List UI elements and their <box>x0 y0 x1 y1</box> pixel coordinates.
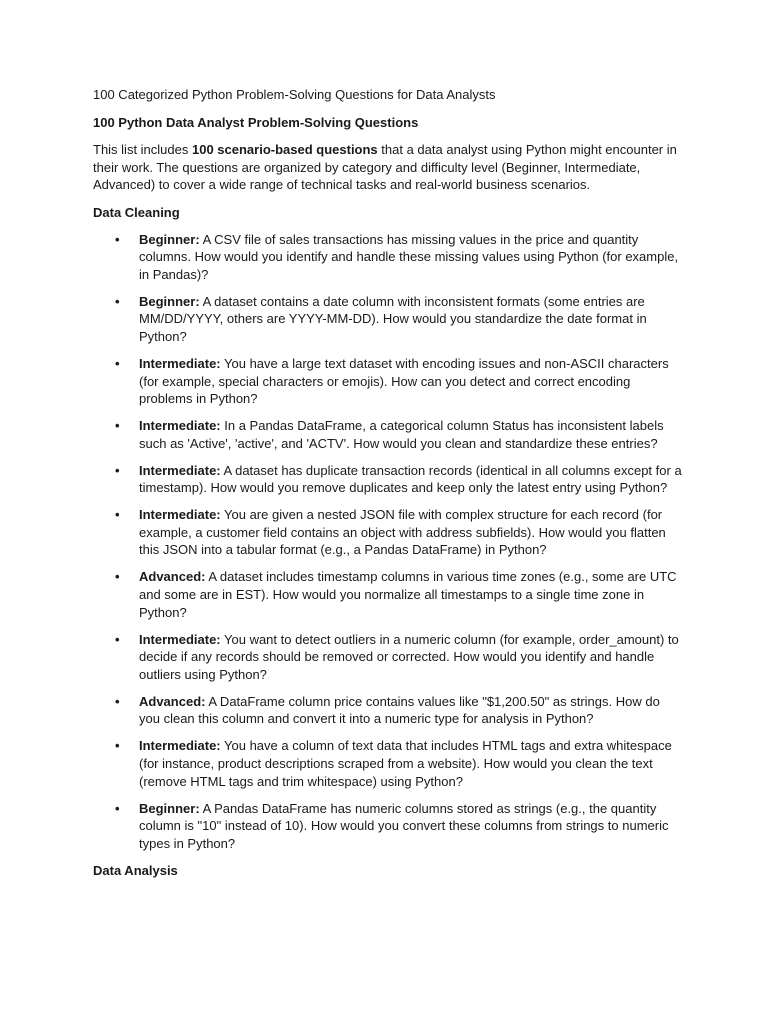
intro-text-after: that a data analyst using Python might encounter in their work. The questions are organized by category and difficulty level (Beginner, Intermediate, Advanced) to cover a wide range of technical tasks and real-world business scenarios. <box>93 142 677 193</box>
question-item <box>93 737 683 790</box>
question-text: A Pandas DataFrame has numeric columns stored as strings (e.g., the quantity column is "10" instead of 10). How would you convert these columns from strings to numeric types in Python? <box>139 800 669 851</box>
intro-text-bold: 100 scenario-based questions <box>191 142 378 158</box>
bullet-icon: • <box>115 355 120 371</box>
sections-container <box>93 204 683 880</box>
bullet-icon: • <box>115 631 120 647</box>
question-item <box>93 417 683 452</box>
bullet-icon: • <box>115 418 120 434</box>
difficulty-level: Advanced: <box>139 693 206 709</box>
question-text: A dataset contains a date column with inconsistent formats (some entries are MM/DD/YYYY, others are YYYY-MM-DD). How would you standardize the date format in Python? <box>139 293 647 344</box>
question-text: A dataset has duplicate transaction records (identical in all columns except for a timestamp). How would you remove duplicates and keep only the latest entry using Python? <box>139 462 682 496</box>
question-text: A DataFrame column price contains values like "$1,200.50" as strings. How do you clean this column and convert it into a numeric type for analysis in Python? <box>139 693 660 727</box>
question-text: You want to detect outliers in a numeric column (for example, order_amount) to decide if any records should be removed or corrected. How would you identify and handle outliers using Python? <box>139 631 679 682</box>
intro-text-before: This list includes <box>93 142 192 158</box>
document-page <box>93 86 683 889</box>
section-heading: Data Analysis <box>93 863 178 879</box>
question-text: A dataset includes timestamp columns in various time zones (e.g., some are UTC and some are in EST). How would you normalize all timestamps to a single time zone in Python? <box>139 569 677 620</box>
section-heading: Data Cleaning <box>93 204 180 220</box>
bullet-icon: • <box>115 693 120 709</box>
bullet-icon: • <box>115 800 120 816</box>
difficulty-level: Beginner: <box>139 231 200 247</box>
question-item <box>93 568 683 621</box>
document-subtitle: 100 Python Data Analyst Problem-Solving Questions <box>93 114 419 130</box>
bullet-icon: • <box>115 293 120 309</box>
question-item <box>93 293 683 346</box>
question-item <box>93 631 683 684</box>
difficulty-level: Intermediate: <box>139 631 221 647</box>
question-item <box>93 462 683 497</box>
bullet-icon: • <box>115 507 120 523</box>
question-text: You are given a nested JSON file with complex structure for each record (for example, a customer field contains an object with address subfields). How would you flatten this JSON into a tabular format (e.g., a Pandas DataFrame) in Python? <box>139 507 666 558</box>
question-text: You have a column of text data that includes HTML tags and extra whitespace (for instance, product descriptions scraped from a website). How would you clean the text (remove HTML tags and trim whitespace) using Python? <box>139 738 672 789</box>
difficulty-level: Intermediate: <box>139 738 221 754</box>
document-title: 100 Categorized Python Problem-Solving Questions for Data Analysts <box>93 87 496 102</box>
bullet-icon: • <box>115 738 120 754</box>
question-text: In a Pandas DataFrame, a categorical column Status has inconsistent labels such as 'Active', 'active', and 'ACTV'. How would you clean and standardize these entries? <box>139 418 664 451</box>
bullet-icon: • <box>115 231 120 247</box>
difficulty-level: Intermediate: <box>139 507 221 523</box>
question-item <box>93 800 683 853</box>
question-text: A CSV file of sales transactions has missing values in the price and quantity columns. How would you identify and handle these missing values using Python (for example, in Pandas)? <box>139 231 679 282</box>
question-item <box>93 506 683 559</box>
question-text: You have a large text dataset with encoding issues and non-ASCII characters (for example, special characters or emojis). How can you detect and correct encoding problems in Python? <box>139 355 669 407</box>
difficulty-level: Intermediate: <box>139 462 221 478</box>
question-list <box>93 231 683 853</box>
intro-paragraph <box>93 141 683 194</box>
bullet-icon: • <box>115 462 120 478</box>
question-item <box>93 355 683 408</box>
question-item <box>93 693 683 728</box>
difficulty-level: Beginner: <box>139 800 200 816</box>
question-item <box>93 231 683 284</box>
difficulty-level: Intermediate: <box>139 418 221 434</box>
bullet-icon: • <box>115 569 120 585</box>
difficulty-level: Advanced: <box>139 569 206 585</box>
difficulty-level: Beginner: <box>139 293 200 309</box>
difficulty-level: Intermediate: <box>139 355 221 371</box>
